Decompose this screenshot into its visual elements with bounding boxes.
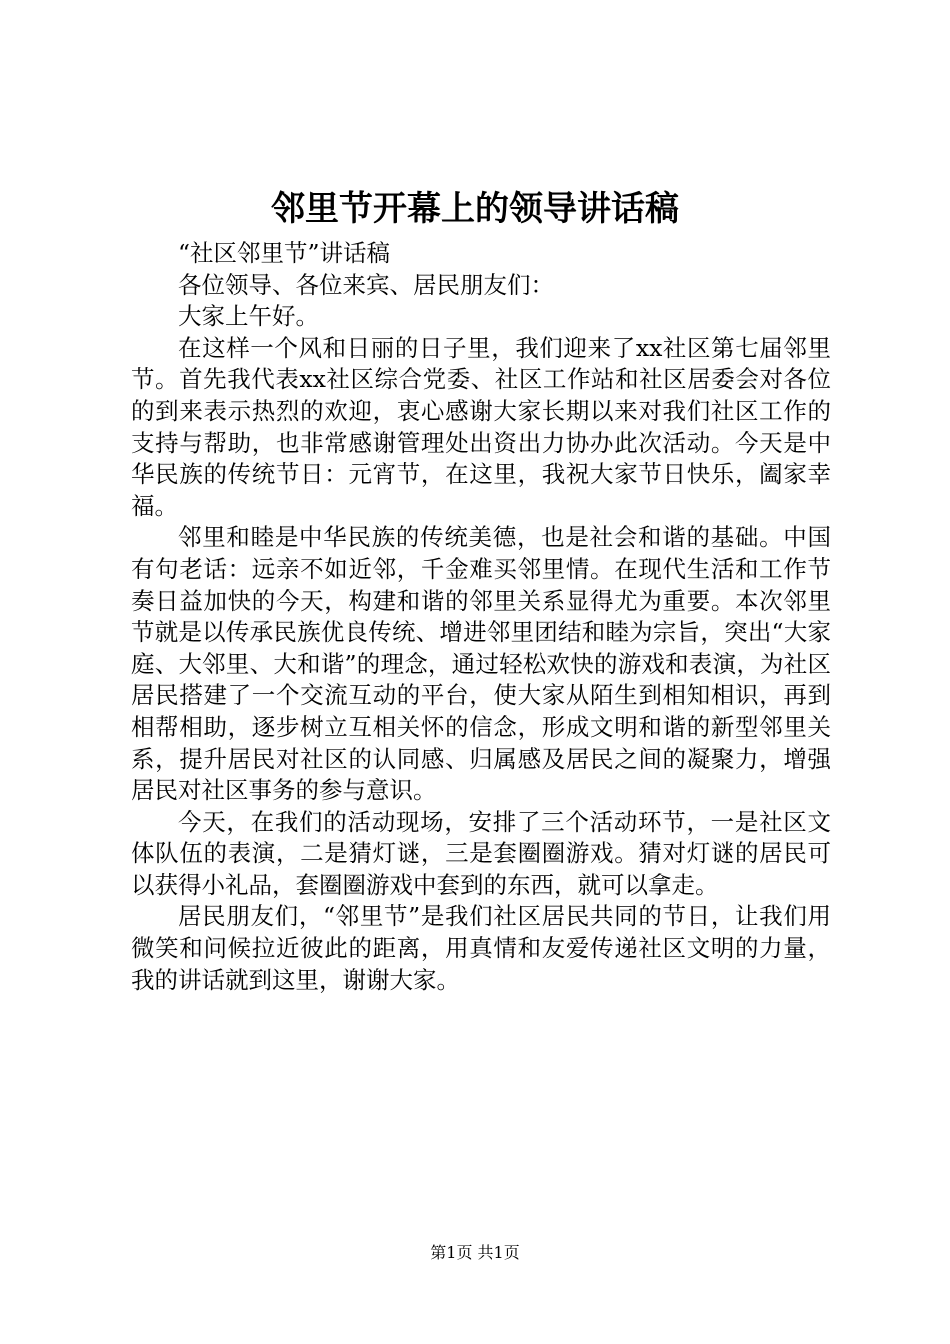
body-paragraph: 在这样一个风和日丽的日子里，我们迎来了xx社区第七届邻里节。首先我代表xx社区综合党委、社区工作站和社区居委会对各位的到来表示热烈的欢迎，衷心感谢大家长期以来对我们社区工作的支持与帮助，也非常感谢管理处出资出力协办此次活动。今天是中华民族的传统节日：元宵节，在这里，我祝大家节日快乐，阖家幸福。 — [131, 333, 831, 520]
document-body — [131, 238, 831, 996]
document-title: 邻里节开幕上的领导讲话稿 — [271, 189, 679, 229]
subtitle-paragraph: “社区邻里节”讲话稿 — [178, 239, 391, 267]
closing-paragraph: 居民朋友们，“邻里节”是我们社区居民共同的节日，让我们用微笑和问候拉近彼此的距离，用真情和友爱传递社区文明的力量，我的讲话就到这里，谢谢大家。 — [131, 902, 831, 994]
greeting-paragraph: 大家上午好。 — [178, 302, 319, 331]
body-paragraph: 今天，在我们的活动现场，安排了三个活动环节，一是社区文体队伍的表演，二是猜灯谜，三是套圈圈游戏。猜对灯谜的居民可以获得小礼品，套圈圈游戏中套到的东西，就可以拿走。 — [131, 807, 831, 899]
body-paragraph: 邻里和睦是中华民族的传统美德，也是社会和谐的基础。中国有句老话：远亲不如近邻，千金难买邻里情。在现代生活和工作节奏日益加快的今天，构建和谐的邻里关系显得尤为重要。本次邻里节就是以传承民族优良传统、增进邻里团结和睦为宗旨，突出“大家庭、大邻里、大和谐”的理念，通过轻松欢快的游戏和表演，为社区居民搭建了一个交流互动的平台，使大家从陌生到相知相识，再到相帮相助，逐步树立互相关怀的信念，形成文明和谐的新型邻里关系，提升居民对社区的认同感、归属感及居民之间的凝聚力，增强居民对社区事务的参与意识。 — [131, 523, 831, 805]
salutation-paragraph: 各位领导、各位来宾、居民朋友们： — [178, 270, 554, 299]
page-number-footer: 第1页 共1页 — [430, 1243, 520, 1262]
